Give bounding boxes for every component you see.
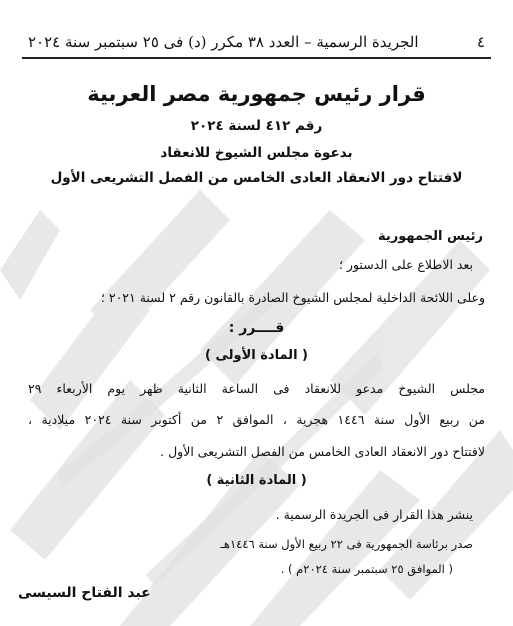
article-1-line-1: مجلس الشيوخ مدعو للانعقاد فى الساعة الثانية ظهر يوم الأربعاء ٢٩ — [28, 381, 485, 396]
decree-number: رقم ٤١٢ لسنة ٢٠٢٤ — [190, 118, 323, 134]
article-1-line-3: لافتتاح دور الانعقاد العادى الخامس من الفصل التشريعى الأول . — [160, 444, 485, 459]
running-header — [28, 28, 485, 56]
article-2-line-1: ينشر هذا القرار فى الجريدة الرسمية . — [275, 507, 473, 522]
issued-line-1: صدر برئاسة الجمهورية فى ٢٢ ربيع الأول سنة ١٤٤٦هـ — [220, 537, 473, 551]
decree-subject-2: لافتتاح دور الانعقاد العادى الخامس من الفصل التشريعى الأول — [50, 170, 463, 186]
preamble-line-1: بعد الاطلاع على الدستور ؛ — [338, 257, 473, 272]
decree-title: قرار رئيس جمهورية مصر العربية — [87, 82, 426, 106]
issued-line-2: ( الموافق ٢٥ سبتمبر سنة ٢٠٢٤م ) . — [280, 562, 453, 576]
decided-label: قــــرر : — [228, 320, 285, 336]
article-1-line-2: من ربيع الأول سنة ١٤٤٦ هجرية ، الموافق ٢ من أكتوبر سنة ٢٠٢٤ ميلادية ، — [28, 412, 485, 427]
header-rule — [22, 57, 491, 59]
decree-subject-1: بدعوة مجلس الشيوخ للانعقاد — [160, 145, 353, 161]
signature: عبد الفتاح السيسى — [18, 585, 151, 601]
article-2-heading: ( المادة الثانية ) — [206, 473, 307, 488]
preamble-line-2: وعلى اللائحة الداخلية لمجلس الشيوخ الصادرة بالقانون رقم ٢ لسنة ٢٠٢١ ؛ — [100, 290, 485, 305]
running-title: الجريدة الرسمية – العدد ٣٨ مكرر (د) فى ٢٥ سبتمبر سنة ٢٠٢٤ — [28, 33, 419, 51]
page-number: ٤ — [476, 33, 485, 51]
article-1-heading: ( المادة الأولى ) — [205, 348, 308, 363]
president-heading: رئيس الجمهورية — [378, 229, 483, 244]
